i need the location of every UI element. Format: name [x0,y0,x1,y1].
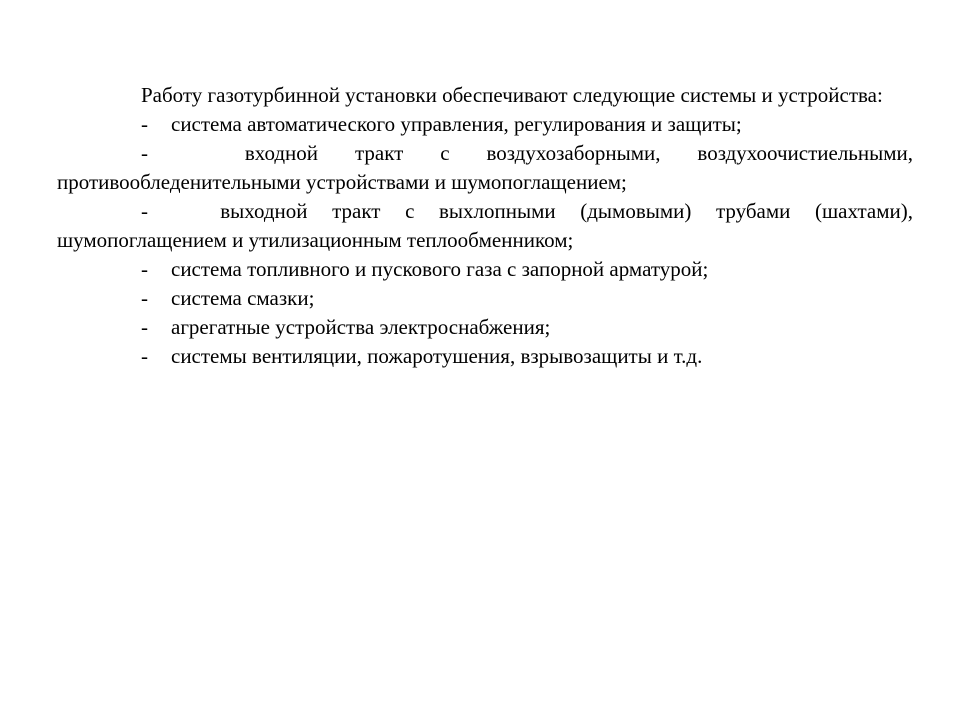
text-block [57,81,919,371]
list-dash: - [141,315,148,339]
list-item-text: системы вентиляции, пожаротушения, взрывозащиты и т.д. [171,344,703,368]
list-item-text: система автоматического управления, регулирования и защиты; [171,112,742,136]
list-item-text: входной тракт с воздухозаборными, воздухоочистиельными, противообледенительными устройствами и шумопоглащением; [57,141,919,194]
list-dash: - [141,286,148,310]
list-item-text: выходной тракт с выхлопными (дымовыми) трубами (шахтами), шумопоглащением и утилизационным теплообменником; [57,199,919,252]
list-item [57,110,913,139]
list-item-text: система смазки; [171,286,315,310]
list-item [57,197,919,255]
list-item [57,342,913,371]
list-dash: - [141,199,148,223]
list-dash: - [141,141,148,165]
list-item [57,139,919,197]
list-dash: - [141,112,148,136]
list-item [57,313,913,342]
list-dash: - [141,344,148,368]
list-dash: - [141,257,148,281]
list-item [57,255,913,284]
list-item [57,284,913,313]
list-item-text: система топливного и пускового газа с запорной арматурой; [171,257,709,281]
intro-paragraph: Работу газотурбинной установки обеспечивают следующие системы и устройства: [141,83,883,107]
list-item-text: агрегатные устройства электроснабжения; [171,315,551,339]
